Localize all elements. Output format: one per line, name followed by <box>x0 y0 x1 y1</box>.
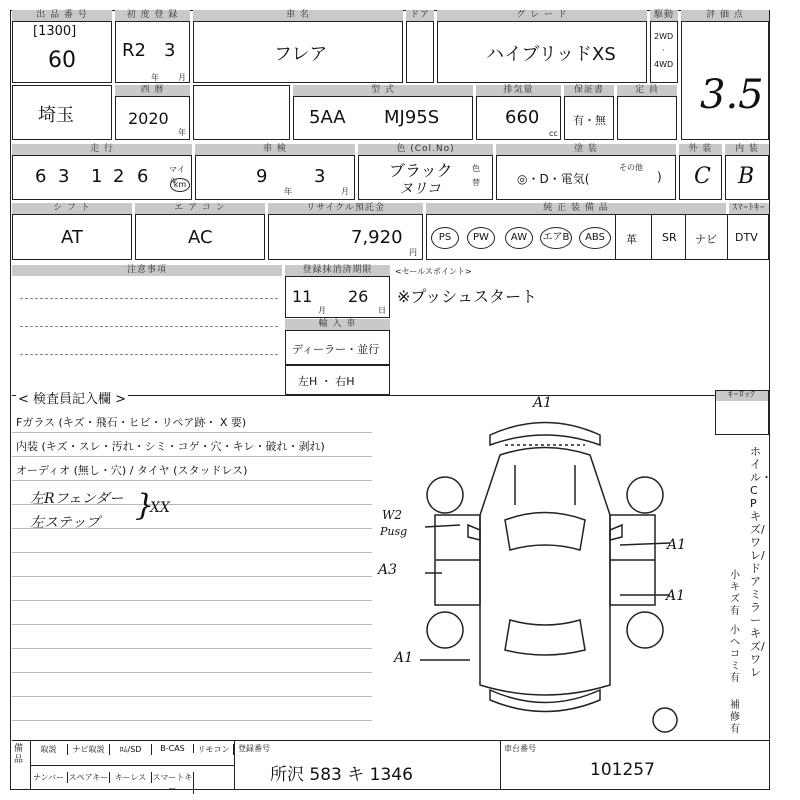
rear-bumper <box>490 690 600 712</box>
mark-a1-right-mid: A1 <box>666 588 686 604</box>
grade-box <box>437 21 647 83</box>
year-unit: 年 <box>151 73 159 82</box>
warranty-box <box>564 96 614 140</box>
disp-header: 排気量 <box>476 85 561 96</box>
inspector-rule <box>12 552 372 553</box>
hand-note-2: 左ステップ <box>30 515 100 531</box>
inspector-rule <box>12 720 372 721</box>
grade: ハイブリッドXS <box>486 44 616 65</box>
wheel-fl <box>427 477 463 513</box>
drive-4wd: 4WD <box>654 60 674 69</box>
bottom-vline <box>500 740 501 790</box>
car-diagram <box>380 395 710 735</box>
lot-code: [1300] <box>33 24 77 39</box>
score-header: 評 価 点 <box>681 10 769 21</box>
interior-box <box>725 155 769 200</box>
equip-divider <box>615 215 616 259</box>
reg-date-header: 登録抹消済期限 <box>285 265 390 276</box>
year-header: 西 暦 <box>115 85 190 96</box>
equip-airbag: エアB <box>540 227 572 249</box>
disp-box <box>476 96 561 140</box>
interior-header: 内 装 <box>725 144 769 155</box>
shift-header: シ フ ト <box>12 203 132 214</box>
mileage-header: 走 行 <box>12 144 192 155</box>
inspection-month: 3 <box>314 166 326 187</box>
aircon-header: エ ア コ ン <box>135 203 265 214</box>
reg-number: 所沢 583 キ 1346 <box>270 765 413 785</box>
notes-line <box>20 354 278 355</box>
bottom-keyless: キーレス <box>110 772 152 783</box>
region-box <box>12 85 112 140</box>
chassis-number: 101257 <box>590 760 655 780</box>
spare-wheel <box>653 708 677 732</box>
wheel-rr <box>627 612 663 648</box>
mark-front: A1 <box>533 395 553 411</box>
warranty-header: 保証書 <box>564 85 614 96</box>
repaint-box <box>496 155 676 200</box>
inspector-rule <box>12 624 372 625</box>
import-value: ディーラー・並行 <box>292 343 380 356</box>
right-mirror <box>610 525 622 540</box>
bottom-rom-sd: ﾛﾑ/SD <box>110 744 152 755</box>
handle-box <box>285 365 390 395</box>
yen-unit: 円 <box>409 248 417 257</box>
repaint-text: ◎・D・電気( <box>517 172 590 186</box>
chassis-label: 車台番号 <box>504 744 536 753</box>
exterior-grade: C <box>694 164 711 189</box>
sales-point: ※プッシュスタート <box>397 287 537 306</box>
wheel-fr <box>627 477 663 513</box>
inspector-rule <box>12 480 372 481</box>
color-note: ヌリコ <box>399 181 441 197</box>
lot-number: 60 <box>48 48 76 73</box>
rear-window <box>505 620 585 655</box>
inspector-rule <box>12 432 372 433</box>
equip-ps: PS <box>431 227 459 249</box>
mileage-digit-5: 6 <box>137 166 149 187</box>
wheel-rl <box>427 612 463 648</box>
bottom-divider <box>12 740 769 741</box>
bottom-manual: 取説 <box>30 744 68 755</box>
small-dent: 小ヘコミ有 <box>730 625 740 684</box>
interior-grade: B <box>738 164 755 189</box>
year-suffix: 年 <box>178 128 186 137</box>
first-reg-box <box>115 21 190 83</box>
car-body <box>480 448 610 696</box>
mile-label: マイル <box>169 165 185 185</box>
bottom-bcas: B-CAS <box>152 744 194 753</box>
bottom-side: 備品 <box>14 744 24 765</box>
handle: 左H ・ 右H <box>298 375 355 388</box>
equip-abs: ABS <box>579 227 611 249</box>
mileage-digit-4: 2 <box>113 166 125 187</box>
equip-navi: ナビ <box>695 233 717 246</box>
inspector-rule <box>12 696 372 697</box>
model-sub-box <box>193 85 290 140</box>
inspector-line-3: オーディオ (無し・穴) / タイヤ (スタッドレス) <box>16 464 248 477</box>
capacity-box <box>617 96 677 140</box>
key-lock-box <box>715 390 769 435</box>
mileage-digit-3: 1 <box>91 166 103 187</box>
bottom-smart-key: スマートキー <box>152 773 193 793</box>
exterior-header: 外 装 <box>679 144 722 155</box>
inspection-header: 車 検 <box>195 144 355 155</box>
color: ブラック <box>389 161 453 180</box>
key-lock-header: ｷｰﾛｯｸ <box>715 390 769 401</box>
bottom-vline <box>234 740 235 790</box>
car-name-box <box>193 21 403 83</box>
bottom-spare-key: スペアキー <box>68 773 109 782</box>
recycle: 7,920 <box>351 227 403 248</box>
sales-point-header: <セールスポイント> <box>395 267 472 276</box>
side-note: ホイル・CPキズ/ワレ/ドアミラーキズ/ワレ <box>750 445 772 679</box>
mark-w2: W2 <box>382 508 402 522</box>
inspection-year: 9 <box>256 166 268 187</box>
left-mirror <box>468 525 480 540</box>
car-name-header: 車 名 <box>193 10 403 21</box>
lot-header: 出 品 番 号 <box>12 10 112 21</box>
door-box <box>406 21 434 83</box>
reg-date-box <box>285 276 390 318</box>
equipment-header: 純 正 装 備 品 <box>426 203 726 214</box>
recycle-header: リサイクル預託金 <box>268 203 423 214</box>
color-box <box>358 155 493 200</box>
hand-note-3: XX <box>150 500 170 516</box>
bottom-remote: リモコン <box>194 744 234 755</box>
front-bumper <box>490 423 600 446</box>
inspector-title: < 検査員記入欄 > <box>16 388 128 407</box>
repaint-close: ) <box>657 170 662 184</box>
equip-pw: PW <box>467 227 495 249</box>
navi-header: ｽﾏｰﾄｷｰ <box>729 203 769 214</box>
inspector-line-2: 内装 (キズ・スレ・汚れ・シミ・コゲ・穴・キレ・破れ・剥れ) <box>16 440 325 453</box>
mileage-digit-2: 3 <box>58 166 70 187</box>
inspection-box <box>195 155 355 200</box>
notes-header: 注意事項 <box>12 265 282 276</box>
hand-note-1: 左Rフェンダー <box>30 491 124 507</box>
aircon-box <box>135 214 265 260</box>
reg-month: 11 <box>292 287 313 306</box>
recycle-box <box>268 214 423 260</box>
region: 埼玉 <box>38 105 74 126</box>
equip-divider <box>651 215 652 259</box>
bottom-number: ナンバー <box>30 772 68 783</box>
color-label: 色替 <box>472 164 480 187</box>
score: 3.5 <box>700 72 764 118</box>
first-reg-month: 3 <box>164 40 176 61</box>
bottom-mid-line <box>30 765 234 766</box>
shift-box <box>12 214 132 260</box>
model-box <box>293 96 473 140</box>
lot-box <box>12 21 112 83</box>
arrow-w2 <box>425 525 460 527</box>
first-reg-header: 初 度 登 録 <box>115 10 190 21</box>
mileage-digit-1: 6 <box>35 166 47 187</box>
aircon: AC <box>188 227 213 248</box>
repaint-other: その他 <box>619 163 643 172</box>
equip-aw: AW <box>505 227 533 249</box>
equip-divider <box>685 215 686 259</box>
capacity-header: 定 員 <box>617 85 677 96</box>
equip-leather: 革 <box>626 233 637 246</box>
drive-2wd: 2WD <box>654 32 674 41</box>
door-header: ドア <box>406 10 434 21</box>
inspector-rule <box>12 648 372 649</box>
mark-a3: A3 <box>378 562 398 578</box>
inspector-rule <box>12 576 372 577</box>
windshield <box>505 513 585 551</box>
ins-month-unit: 月 <box>341 187 349 196</box>
ins-year-unit: 年 <box>284 187 292 196</box>
year: 2020 <box>128 109 169 128</box>
inspector-rule <box>12 672 372 673</box>
mark-a1-right-top: A1 <box>667 537 687 553</box>
equip-divider <box>727 215 728 259</box>
arrow-a1-right <box>620 543 670 545</box>
small-scratch: 小キズ有 <box>730 570 740 617</box>
notes-line <box>20 326 278 327</box>
drive-header: 駆動 <box>650 10 678 21</box>
grade-header: グ レ ー ド <box>437 10 647 21</box>
first-reg-era: R2 <box>122 40 146 61</box>
equip-dtv: DTV <box>735 231 758 244</box>
car-name: フレア <box>274 44 328 65</box>
model-code: MJ95S <box>384 107 440 128</box>
model-header: 型 式 <box>293 85 473 96</box>
mileage-box <box>12 155 192 200</box>
km-label: km <box>170 178 190 192</box>
inspector-rule <box>12 456 372 457</box>
displacement: 660 <box>505 107 540 128</box>
reg-month-unit: 月 <box>318 306 326 315</box>
reg-no-label: 登録番号 <box>238 744 270 753</box>
inspector-rule <box>12 600 372 601</box>
reg-day-unit: 日 <box>378 306 386 315</box>
mark-a1-left: A1 <box>394 650 414 666</box>
model-prefix: 5AA <box>309 107 346 128</box>
shift: AT <box>61 227 83 248</box>
color-header: 色 (Col.No) <box>358 144 493 155</box>
drive-dot: · <box>662 46 665 55</box>
inspector-line-1: Fガラス (キズ・飛石・ヒビ・リペア跡・ X 要) <box>16 416 247 429</box>
month-unit: 月 <box>178 73 186 82</box>
hand-brace: } <box>135 488 155 523</box>
cc-unit: cc <box>549 129 558 138</box>
reg-day: 26 <box>348 287 369 306</box>
import-header: 輸 入 車 <box>285 319 390 330</box>
warranty: 有・無 <box>573 114 606 127</box>
score-box <box>681 21 769 140</box>
import-box <box>285 330 390 365</box>
equip-sr: SR <box>662 231 677 244</box>
notes-line <box>20 298 278 299</box>
exterior-box <box>679 155 722 200</box>
mark-pusg: Pusg <box>380 525 408 538</box>
bottom-navi-manual: ナビ取説 <box>68 744 110 755</box>
equipment-box <box>426 214 769 260</box>
drive-box <box>650 21 678 83</box>
repaint-header: 塗 装 <box>496 144 676 155</box>
year-box <box>115 96 190 140</box>
repair: 補修有 <box>730 700 740 735</box>
